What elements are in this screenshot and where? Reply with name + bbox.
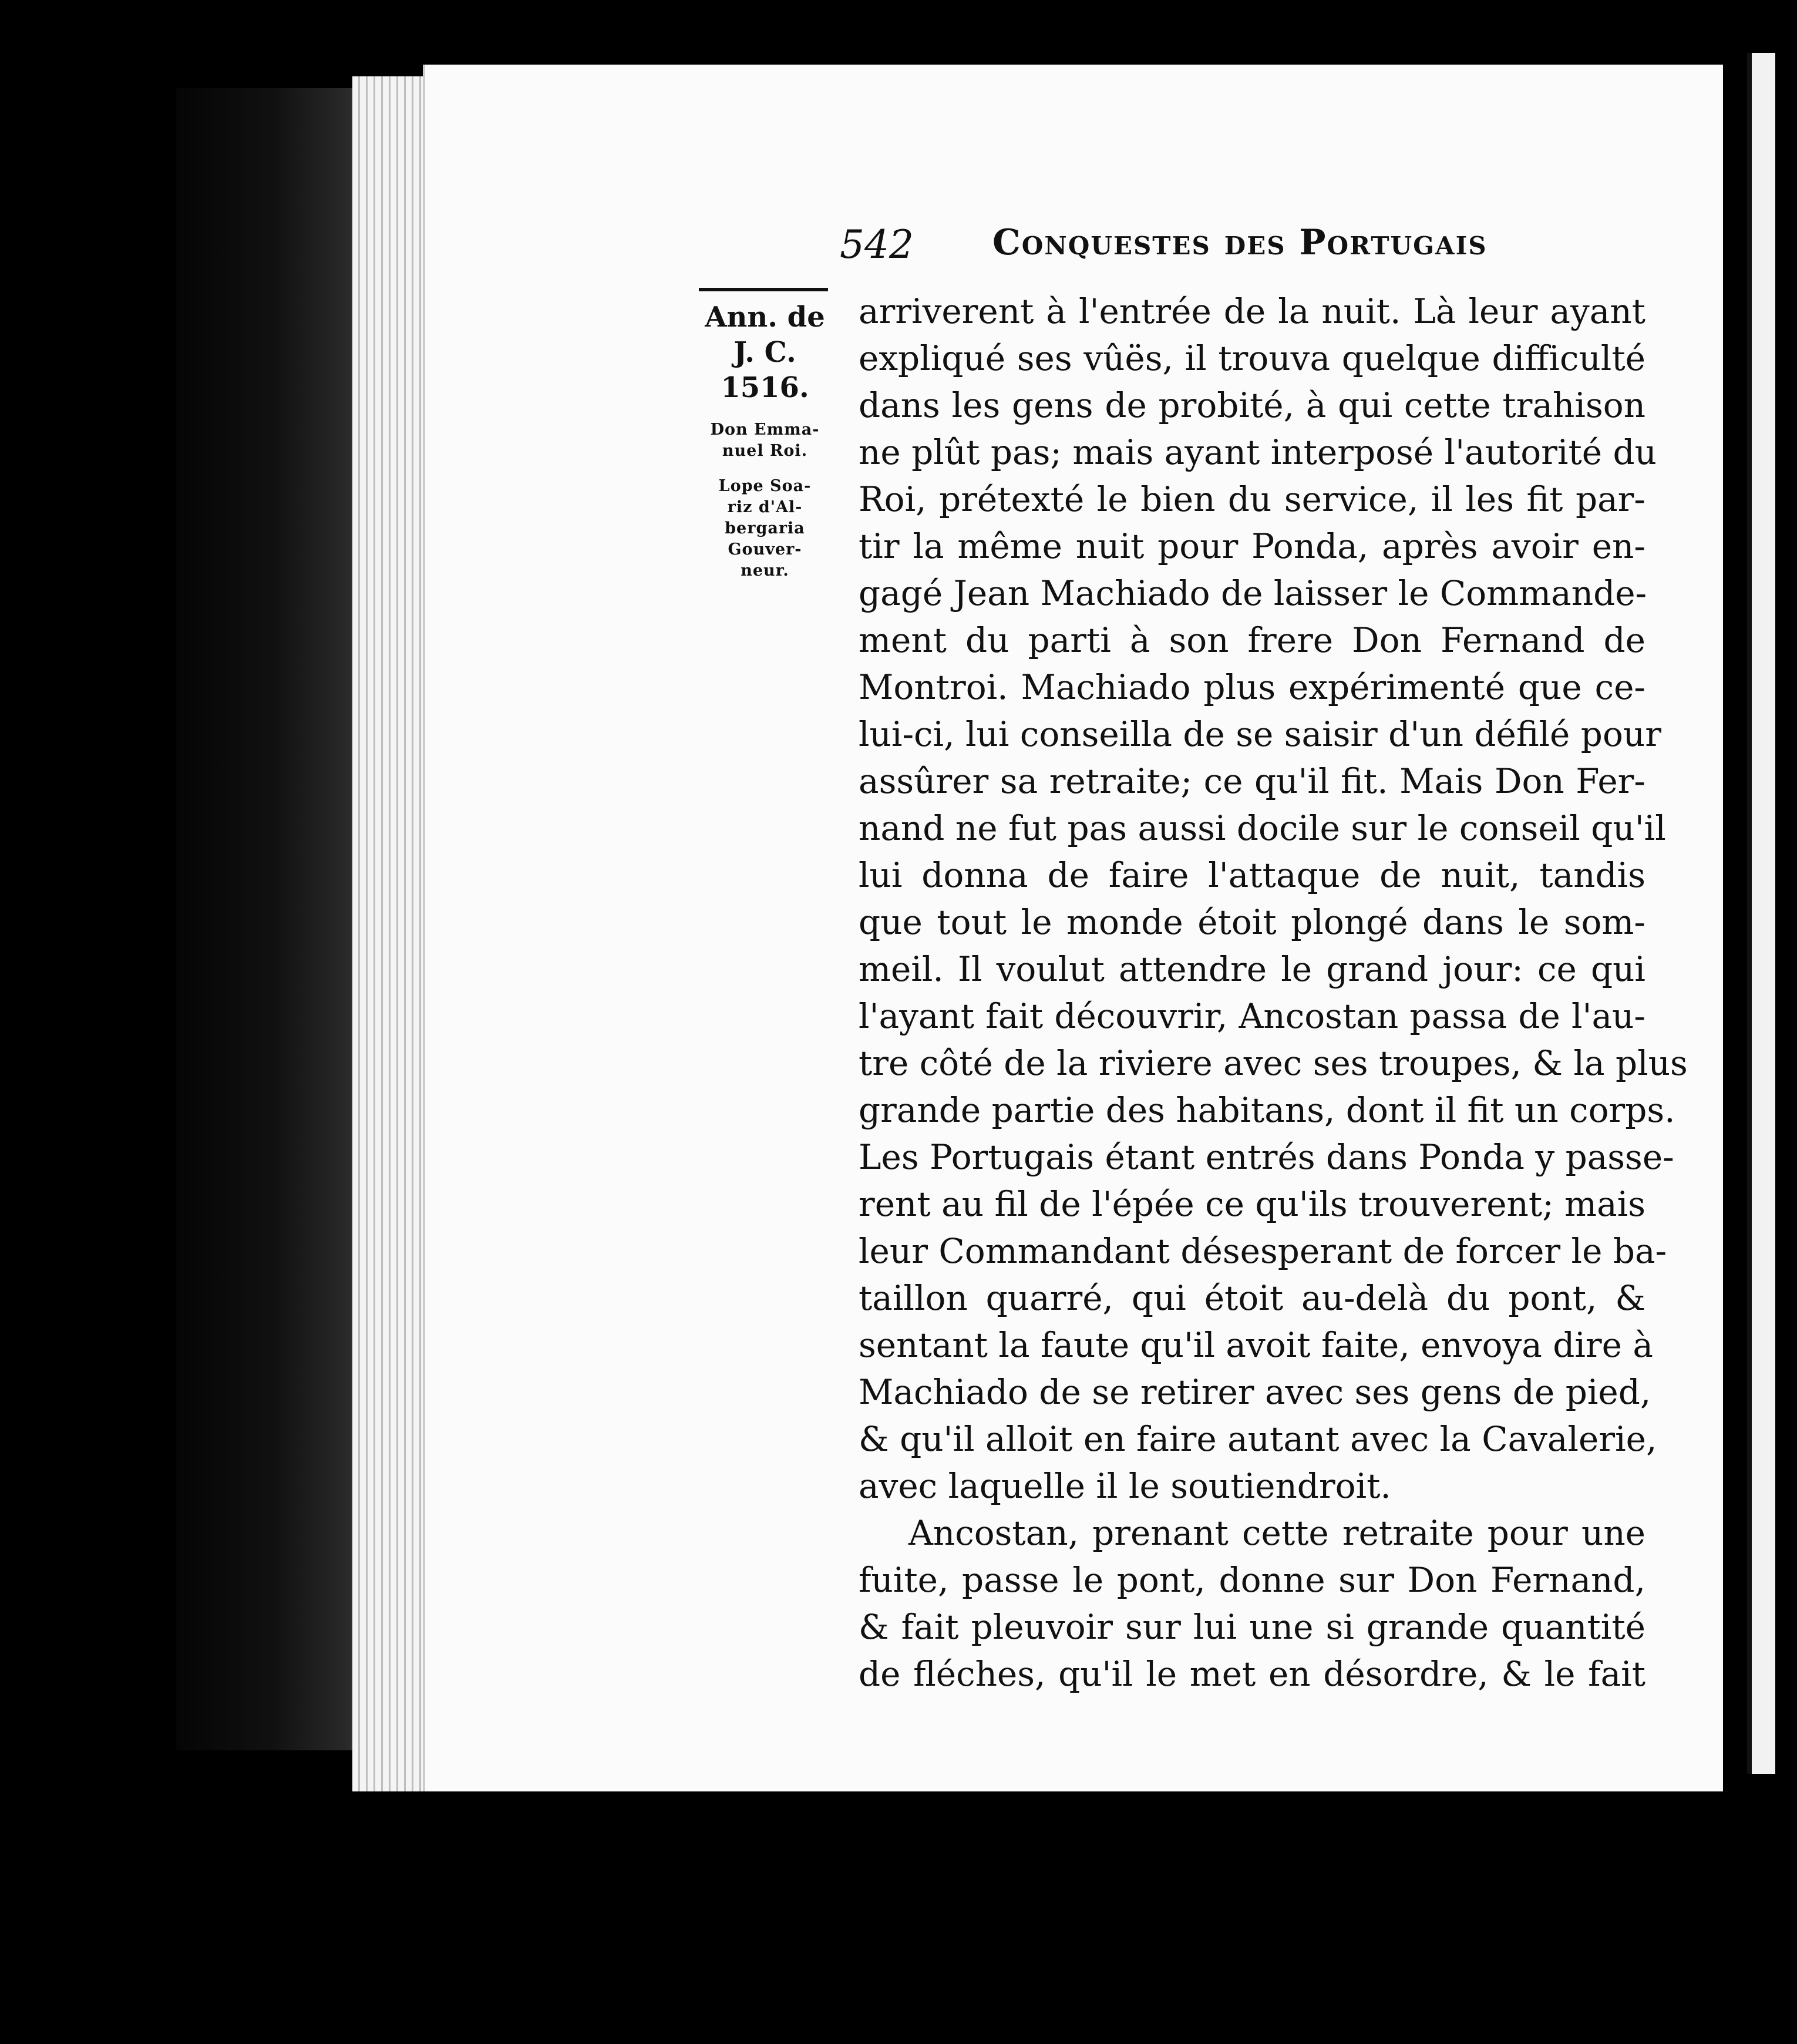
facing-page-edge [1747,53,1775,1774]
text-line: de fléches, qu'il le met en désordre, & le fait [859,1654,1645,1694]
text-line: tre côté de la riviere avec ses troupes, & la plus [859,1043,1688,1083]
text-line: Machiado de se retirer avec ses gens de pied, [859,1372,1651,1412]
margin-rule [699,288,828,291]
body-text [859,288,1688,1697]
margin-note-line: neur. [741,562,789,580]
text-line: assûrer sa retraite; ce qu'il fit. Mais Don Fer- [859,761,1645,801]
margin-note-line: Gouver- [728,540,802,559]
running-title: Conquestes des Portugais [992,222,1488,263]
paragraph-2 [859,1510,1645,1697]
text-line: l'ayant fait découvrir, Ancostan passa de l'au- [859,996,1645,1036]
text-line: dans les gens de probité, à qui cette trahison [859,385,1645,425]
margin-note-line: 1516. [721,371,809,404]
margin-note-line: Lope Soa- [718,477,812,495]
margin-note-line: nuel Roi. [722,442,808,460]
text-line: ne plût pas; mais ayant interposé l'autorité du [859,432,1657,472]
margin-note-governor [696,476,834,581]
text-line: Ancostan, prenant cette retraite pour une [908,1513,1645,1553]
margin-notes [696,300,834,596]
text-line: taillon quarré, qui étoit au-delà du pont, & [859,1278,1645,1318]
margin-note-year [696,300,834,405]
text-line: Les Portugais étant entrés dans Ponda y passe- [859,1137,1674,1177]
margin-note-line: Don Emma- [710,421,820,439]
text-line: sentant la faute qu'il avoit faite, envoya dire à [859,1325,1653,1365]
text-line: rent au fil de l'épée ce qu'ils trouverent; mais [859,1184,1646,1224]
text-line: tir la même nuit pour Ponda, après avoir en- [859,526,1645,566]
text-line: expliqué ses vûës, il trouva quelque difficulté [859,338,1645,378]
text-line: lui donna de faire l'attaque de nuit, tandis [859,855,1645,895]
text-line: lui-ci, lui conseilla de se saisir d'un défilé pour [859,714,1661,754]
margin-note-line: bergaria [725,519,805,537]
text-line: grande partie des habitans, dont il fit un corps. [859,1090,1675,1130]
page-header [840,222,1721,281]
page-stack-edges [352,76,429,1791]
text-line: gagé Jean Machiado de laisser le Commande- [859,573,1647,613]
text-line: que tout le monde étoit plongé dans le som- [859,902,1645,942]
text-line: meil. Il voulut attendre le grand jour: ce qui [859,949,1645,989]
text-line: fuite, passe le pont, donne sur Don Fernand, [859,1560,1645,1600]
margin-note-line: Ann. de [705,301,825,334]
margin-note-line: riz d'Al- [727,498,803,516]
text-line: Roi, prétexté le bien du service, il les fit par- [859,479,1645,519]
text-line: Montroi. Machiado plus expérimenté que ce- [859,667,1645,707]
text-line: ment du parti à son frere Don Fernand de [859,620,1645,660]
text-line: leur Commandant désesperant de forcer le ba- [859,1231,1667,1271]
text-line: avec laquelle il le soutiendroit. [859,1466,1391,1506]
text-line: & qu'il alloit en faire autant avec la Cavalerie, [859,1419,1657,1459]
paragraph-1 [859,288,1688,1510]
text-line: & fait pleuvoir sur lui une si grande quantité [859,1607,1645,1647]
margin-note-line: J. C. [733,336,796,369]
margin-note-king [696,419,834,462]
text-line: nand ne fut pas aussi docile sur le conseil qu'il [859,808,1666,848]
text-line: arriverent à l'entrée de la nuit. Là leur ayant [859,291,1645,331]
page-number: 542 [840,222,914,267]
